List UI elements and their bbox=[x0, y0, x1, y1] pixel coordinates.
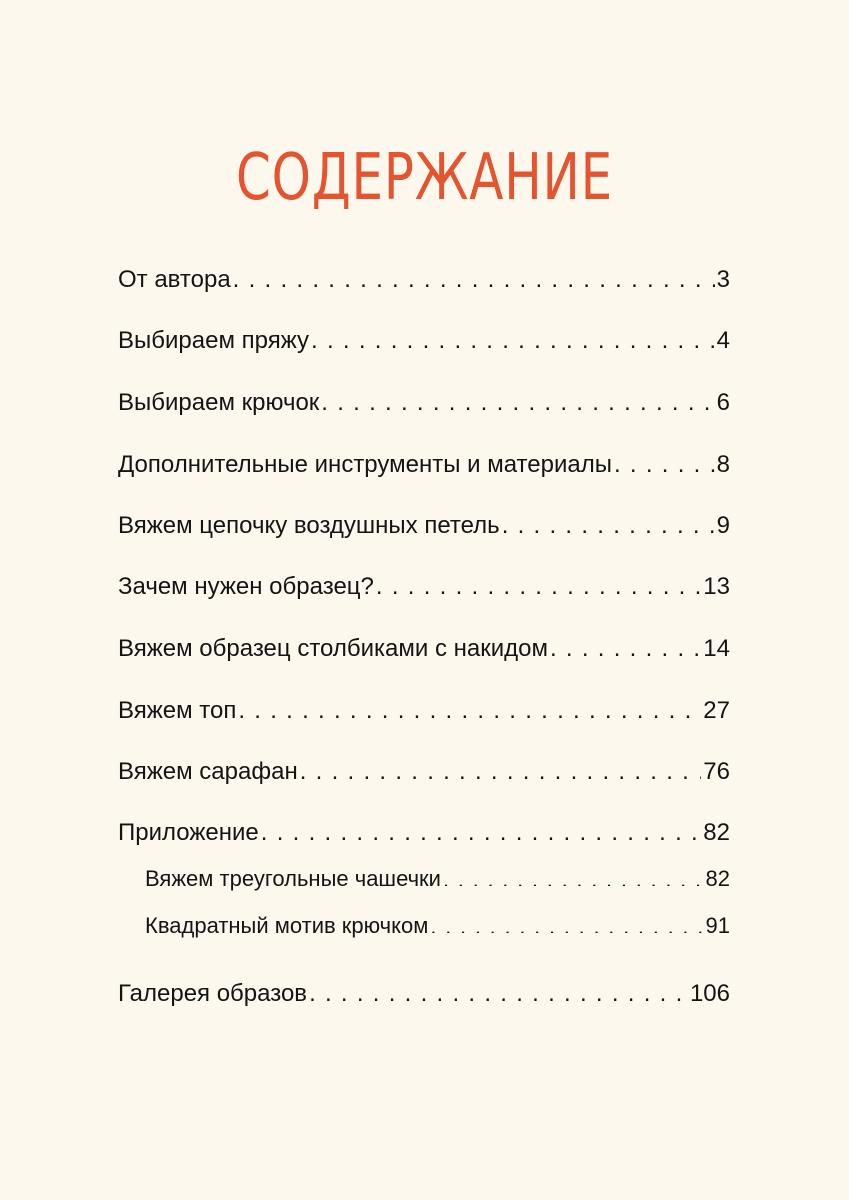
toc-entry-page: 6 bbox=[716, 389, 730, 416]
toc-entry-swatch-double-crochet[interactable] bbox=[118, 633, 730, 665]
dot-leader bbox=[376, 571, 701, 595]
toc-entry-choosing-hook[interactable] bbox=[118, 387, 730, 419]
toc-entry-extra-tools[interactable] bbox=[118, 449, 730, 481]
toc-entry-page: 76 bbox=[703, 758, 730, 785]
toc-entry-page: 106 bbox=[689, 980, 730, 1007]
toc-entry-label: Вяжем треугольные чашечки bbox=[145, 866, 441, 891]
dot-leader bbox=[321, 387, 714, 411]
toc-entry-page: 82 bbox=[705, 866, 730, 891]
dot-leader bbox=[300, 756, 702, 780]
dot-leader bbox=[233, 264, 715, 288]
toc-entry-page: 3 bbox=[716, 266, 730, 293]
toc-entry-gallery[interactable] bbox=[118, 978, 730, 1010]
toc-entry-appendix[interactable] bbox=[118, 817, 730, 849]
toc-entry-why-swatch[interactable] bbox=[118, 571, 730, 603]
toc-entry-label: От автора bbox=[118, 266, 231, 293]
dot-leader bbox=[238, 695, 701, 719]
dot-leader bbox=[614, 449, 715, 473]
dot-leader bbox=[443, 864, 704, 886]
dot-leader bbox=[311, 325, 715, 349]
toc-entry-page: 13 bbox=[703, 573, 730, 600]
toc-subentry-triangle-cups[interactable] bbox=[145, 863, 730, 895]
toc-entry-label: Галерея образов bbox=[118, 980, 308, 1007]
toc-subentry-square-motif[interactable] bbox=[145, 910, 730, 942]
toc-entry-label: Вяжем цепочку воздушных петель bbox=[118, 512, 500, 539]
page-title: СОДЕРЖАНИЕ bbox=[236, 141, 613, 215]
toc-entry-page: 9 bbox=[716, 512, 730, 539]
toc-entry-page: 82 bbox=[703, 819, 730, 846]
toc-entry-page: 91 bbox=[705, 913, 730, 938]
toc-entry-label: Выбираем крючок bbox=[118, 389, 320, 416]
toc-entry-label: Вяжем образец столбиками с накидом bbox=[118, 635, 548, 662]
toc-entry-page: 14 bbox=[703, 635, 730, 662]
toc-entry-chain-stitches[interactable] bbox=[118, 510, 730, 542]
toc-entry-label: Вяжем топ bbox=[118, 697, 237, 724]
toc-entry-label: Вяжем сарафан bbox=[118, 758, 298, 785]
dot-leader bbox=[309, 978, 688, 1002]
toc-entry-label: Зачем нужен образец? bbox=[118, 573, 374, 600]
toc-entry-label: Дополнительные инструменты и материалы bbox=[118, 451, 612, 478]
dot-leader bbox=[502, 510, 715, 534]
dot-leader bbox=[261, 817, 702, 841]
dot-leader bbox=[550, 633, 701, 657]
toc-entry-from-author[interactable] bbox=[118, 264, 730, 296]
toc-entry-label: Квадратный мотив крючком bbox=[145, 913, 429, 938]
toc-entry-top[interactable] bbox=[118, 695, 730, 727]
toc-entry-label: Выбираем пряжу bbox=[118, 327, 310, 354]
toc-entry-sundress[interactable] bbox=[118, 756, 730, 788]
toc-entry-page: 8 bbox=[716, 451, 730, 478]
toc-entry-page: 27 bbox=[703, 697, 730, 724]
toc-entry-page: 4 bbox=[716, 327, 730, 354]
toc-entry-label: Приложение bbox=[118, 819, 259, 846]
dot-leader bbox=[430, 911, 703, 933]
toc-entry-choosing-yarn[interactable] bbox=[118, 325, 730, 357]
